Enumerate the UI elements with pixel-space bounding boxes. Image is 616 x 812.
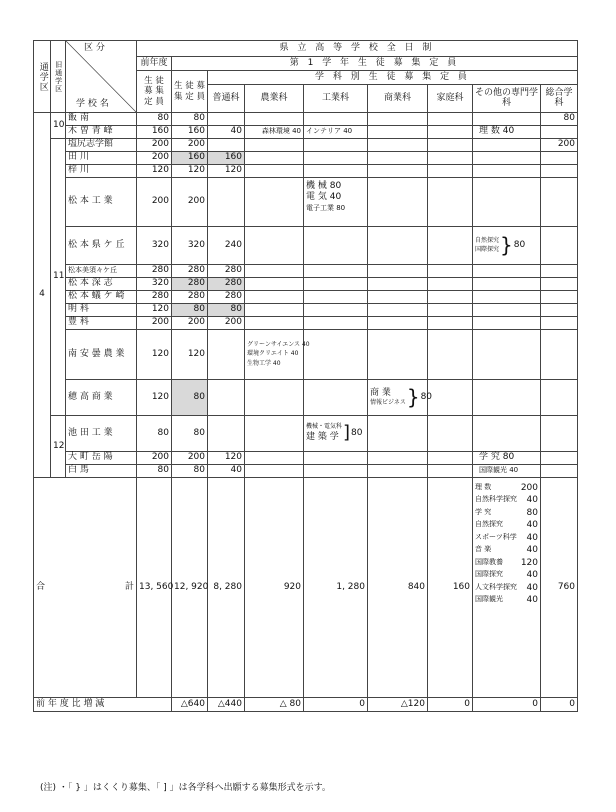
total-cell: 80 xyxy=(172,465,208,478)
diff-katei: 0 xyxy=(428,698,473,712)
totals-sogo: 760 xyxy=(541,478,578,698)
zennendo-header: 前年度 xyxy=(137,57,172,71)
prev-cell: 120 xyxy=(137,380,172,416)
first-year-header: 第 1 学 年 生 徒 募 集 定 員 xyxy=(172,57,578,71)
school-name: 松 本 工 業 xyxy=(66,178,137,227)
futsu-cell: 120 xyxy=(208,165,245,178)
other-sum: 80 xyxy=(513,239,526,250)
prev-cell: 80 xyxy=(137,113,172,126)
table-row xyxy=(34,227,578,265)
table-row xyxy=(34,126,578,139)
school-name: 大 町 岳 陽 xyxy=(66,452,137,465)
totals-label-a: 合 xyxy=(36,581,46,592)
futsu-cell: 280 xyxy=(208,265,245,278)
diff-futsu: △440 xyxy=(208,698,245,712)
totals-kogyo: 1, 280 xyxy=(304,478,368,698)
totals-katei: 160 xyxy=(428,478,473,698)
sogo-cell: 80 xyxy=(541,113,578,126)
kyu-cell: 11 xyxy=(51,139,66,416)
totals-other-list xyxy=(473,478,541,698)
list-item: 自然探究 40 xyxy=(475,520,538,531)
school-name: 飯 南 xyxy=(66,113,137,126)
total-cell: 80 xyxy=(172,380,208,416)
total-cell: 200 xyxy=(172,452,208,465)
total-cell: 160 xyxy=(172,152,208,165)
school-name: 梓 川 xyxy=(66,165,137,178)
teiin-header: 生 徒 募 集 定 員 xyxy=(172,71,208,113)
total-cell: 200 xyxy=(172,178,208,227)
nogyo-list xyxy=(245,330,310,380)
sogo-header: 総合学科 xyxy=(541,85,578,113)
table-row xyxy=(34,178,578,227)
other-item: 自然探究 xyxy=(475,236,500,244)
totals-label-b: 計 xyxy=(124,581,134,592)
table-row xyxy=(34,416,578,452)
total-cell: 80 xyxy=(172,304,208,317)
table-row xyxy=(34,304,578,317)
futsu-cell: 200 xyxy=(208,317,245,330)
kogyo-item: 電子工業 80 xyxy=(306,203,346,212)
prev-cell: 200 xyxy=(137,152,172,165)
kogyo-item: 機械・電気科 xyxy=(306,423,343,431)
other-cell: 学 究 80 xyxy=(473,452,541,465)
total-cell: 120 xyxy=(172,165,208,178)
kyu-cell: 12 xyxy=(51,416,66,478)
prefectural-header: 県 立 高 等 学 校 全 日 制 xyxy=(137,41,578,57)
footnote: (注) ・「 } 」はくくり募集、「 ] 」は各学科へ出願する募集形式を示す。 xyxy=(40,783,331,793)
school-name: 白 馬 xyxy=(66,465,137,478)
other-item: 国際探究 xyxy=(475,246,500,253)
school-name: 田 川 xyxy=(66,152,137,165)
school-name: 塩尻志学館 xyxy=(66,139,137,152)
table-row xyxy=(34,380,578,416)
school-name: 松 本 深 志 xyxy=(66,278,137,291)
total-cell: 160 xyxy=(172,126,208,139)
totals-shogyo: 840 xyxy=(368,478,428,698)
school-name: 木 曽 青 峰 xyxy=(66,126,137,139)
shogyo-header: 商業科 xyxy=(368,85,428,113)
futsu-header: 普通科 xyxy=(208,85,245,113)
diff-total: △640 xyxy=(172,698,208,712)
nogyo-header: 農業科 xyxy=(245,85,304,113)
other-header: その他の専門学科 xyxy=(473,85,541,113)
prev-cell: 80 xyxy=(137,416,172,452)
brace-icon: } xyxy=(500,233,513,257)
list-item: 人文科学探究 40 xyxy=(475,582,538,593)
futsu-cell: 40 xyxy=(208,465,245,478)
shogyo-sum: 80 xyxy=(420,391,433,402)
totals-futsu: 8, 280 xyxy=(208,478,245,698)
table-row xyxy=(34,291,578,304)
prev-cell: 200 xyxy=(137,178,172,227)
shogyo-item: 情報ビジネス xyxy=(370,399,406,407)
list-item: 理 数 200 xyxy=(475,483,538,493)
futsu-cell: 280 xyxy=(208,278,245,291)
total-cell: 280 xyxy=(172,278,208,291)
kogyo-item: 機 械 80 xyxy=(306,181,342,191)
other-cell: 理 数 40 xyxy=(473,126,541,139)
other-cell: 国際観光 40 xyxy=(473,465,541,478)
table-row xyxy=(34,465,578,478)
prev-cell: 280 xyxy=(137,265,172,278)
prev-cell: 120 xyxy=(137,330,172,380)
kubun-label: 区 分 xyxy=(84,43,105,53)
list-item: 自然科学探究 40 xyxy=(475,495,538,506)
diff-shogyo: △120 xyxy=(368,698,428,712)
by-dept-header: 学 科 別 生 徒 募 集 定 員 xyxy=(208,71,578,85)
prev-cell: 80 xyxy=(137,465,172,478)
total-cell: 120 xyxy=(172,330,208,380)
table-row xyxy=(34,317,578,330)
totals-prev: 13, 560 xyxy=(137,478,172,698)
totals-label xyxy=(34,478,137,698)
brace-icon: } xyxy=(406,384,420,409)
prev-cell: 120 xyxy=(137,304,172,317)
prev-cell: 200 xyxy=(137,139,172,152)
prev-cell: 320 xyxy=(137,278,172,291)
total-cell: 200 xyxy=(172,139,208,152)
prev-cell: 120 xyxy=(137,165,172,178)
kogyo-item: 建 築 学 xyxy=(306,432,339,443)
nogyo-item: グリーンサイエンス 40 xyxy=(247,341,310,349)
kyu-header: 旧通学区 xyxy=(51,41,66,113)
table-row xyxy=(34,278,578,291)
district-cell: 4 xyxy=(34,113,51,478)
enrollment-table xyxy=(33,40,578,712)
futsu-cell: 40 xyxy=(208,126,245,139)
totals-total: 12, 920 xyxy=(172,478,208,698)
total-cell: 280 xyxy=(172,291,208,304)
table-row xyxy=(34,265,578,278)
school-name: 池 田 工 業 xyxy=(66,416,137,452)
list-item: 音 楽 40 xyxy=(475,545,538,556)
futsu-cell: 80 xyxy=(208,304,245,317)
futsu-cell: 280 xyxy=(208,291,245,304)
kogyo-sum: 80 xyxy=(351,427,363,438)
diff-sogo: 0 xyxy=(541,698,578,712)
list-item: 学 究 80 xyxy=(475,507,538,518)
table-row xyxy=(34,452,578,465)
total-cell: 200 xyxy=(172,317,208,330)
total-cell: 80 xyxy=(172,416,208,452)
shogyo-bracket-cell xyxy=(368,380,433,416)
nogyo-cell: 森林環境 40 xyxy=(245,126,304,139)
prev-cell: 200 xyxy=(137,317,172,330)
diff-row xyxy=(34,698,578,712)
school-name: 明 科 xyxy=(66,304,137,317)
totals-nogyo: 920 xyxy=(245,478,304,698)
list-item: 国際探究 40 xyxy=(475,570,538,581)
katei-header: 家庭科 xyxy=(428,85,473,113)
prev-cell: 160 xyxy=(137,126,172,139)
tsugaku-header: 通学区 xyxy=(34,41,51,113)
sogo-cell: 200 xyxy=(541,139,578,152)
diff-kogyo: 0 xyxy=(304,698,368,712)
kyu-cell: 10 xyxy=(51,113,66,139)
prev-cell: 200 xyxy=(137,452,172,465)
nogyo-item: 生物工学 40 xyxy=(247,359,281,367)
total-cell: 80 xyxy=(172,113,208,126)
school-name: 豊 科 xyxy=(66,317,137,330)
list-item: 国際観光 40 xyxy=(475,594,538,605)
table-row xyxy=(34,165,578,178)
kogyo-list xyxy=(304,178,368,227)
total-cell: 280 xyxy=(172,265,208,278)
prev-cell: 280 xyxy=(137,291,172,304)
kogyo-bracket-cell xyxy=(304,416,368,452)
other-bracket-cell xyxy=(473,227,541,265)
table-row xyxy=(34,113,578,126)
futsu-cell: 120 xyxy=(208,452,245,465)
nogyo-item: 環境クリエイト 40 xyxy=(247,350,299,358)
table-row xyxy=(34,152,578,165)
list-item: 国際教養 120 xyxy=(475,557,538,568)
school-name: 穂 高 商 業 xyxy=(66,380,137,416)
kogyo-item: 電 気 40 xyxy=(306,192,342,203)
school-name: 松 本 県 ケ 丘 xyxy=(66,227,137,265)
diff-other: 0 xyxy=(473,698,541,712)
table-row xyxy=(34,330,578,380)
shogyo-item: 商 業 xyxy=(370,387,391,398)
school-name: 南 安 曇 農 業 xyxy=(66,330,137,380)
school-name: 松本美須々ケ丘 xyxy=(66,265,137,278)
total-cell: 320 xyxy=(172,227,208,265)
futsu-cell: 240 xyxy=(208,227,245,265)
table-row xyxy=(34,139,578,152)
diff-label: 前 年 度 比 増 減 xyxy=(34,698,172,712)
prev-cell: 320 xyxy=(137,227,172,265)
kubun-header-cell xyxy=(66,41,137,113)
kogyo-cell: インテリア 40 xyxy=(304,126,368,139)
kogyo-header: 工業科 xyxy=(304,85,368,113)
diff-nogyo: △ 80 xyxy=(245,698,304,712)
bracket-icon: ] xyxy=(343,422,351,444)
list-item: スポーツ科学 40 xyxy=(475,532,538,543)
futsu-cell: 160 xyxy=(208,152,245,165)
totals-row xyxy=(34,478,578,698)
gakko-label: 学 校 名 xyxy=(76,98,109,109)
school-name: 松 本 蟻 ケ 崎 xyxy=(66,291,137,304)
prev-teiin-header: 生 徒 募 集 定 員 xyxy=(137,71,172,113)
